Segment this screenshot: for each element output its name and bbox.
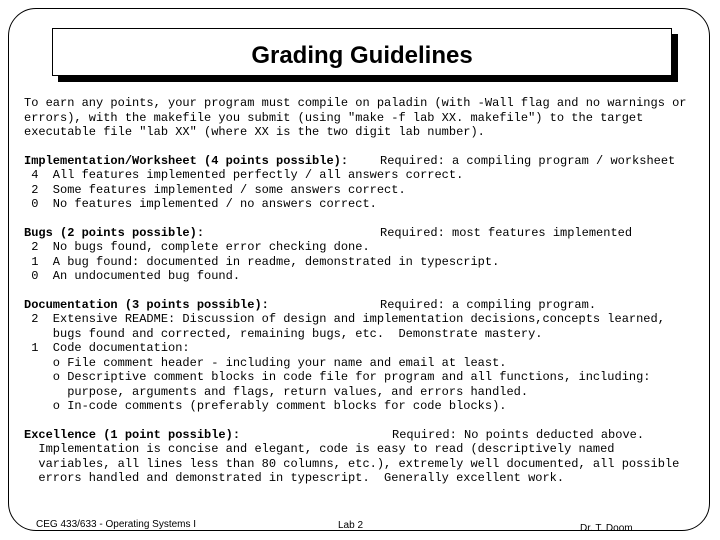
documentation-line: purpose, arguments and flags, return values, and errors handled.	[24, 385, 529, 399]
excellence-line: Implementation is concise and elegant, code is easy to read (descriptively named	[24, 442, 615, 456]
excellence-line: variables, all lines less than 80 columns, etc.), extremely well documented, all possible	[24, 457, 680, 471]
implementation-required: Required: a compiling program / worksheet	[380, 154, 676, 168]
bugs-line: 2 No bugs found, complete error checking done.	[24, 240, 370, 254]
bugs-heading: Bugs (2 points possible):	[24, 226, 205, 240]
documentation-required: Required: a compiling program.	[380, 298, 597, 312]
implementation-line: 0 No features implemented / no answers correct.	[24, 197, 377, 211]
bugs-line: 1 A bug found: documented in readme, demonstrated in typescript.	[24, 255, 500, 269]
footer-course: CEG 433/633 - Operating Systems I	[36, 519, 197, 530]
excellence-line: errors handled and demonstrated in typescript. Generally excellent work.	[24, 471, 565, 485]
implementation-heading: Implementation/Worksheet (4 points possible):	[24, 154, 349, 168]
excellence-heading: Excellence (1 point possible):	[24, 428, 241, 442]
documentation-line: 1 Code documentation:	[24, 341, 190, 355]
documentation-line: o Descriptive comment blocks in code file for program and all functions, including:	[24, 370, 651, 384]
implementation-line: 2 Some features implemented / some answers correct.	[24, 183, 406, 197]
intro-line: executable file "lab XX" (where XX is the two digit lab number).	[24, 125, 485, 139]
intro-line: errors), with the makefile you submit (using "make -f lab XX. makefile") to the target	[24, 111, 644, 125]
footer-lab: Lab 2	[338, 520, 364, 531]
bugs-line: 0 An undocumented bug found.	[24, 269, 241, 283]
excellence-required: Required: No points deducted above.	[392, 428, 645, 442]
page-title: Grading Guidelines	[251, 42, 473, 69]
documentation-line: o In-code comments (preferably comment blocks for code blocks).	[24, 399, 507, 413]
bugs-required: Required: most features implemented	[380, 226, 633, 240]
documentation-line: o File comment header - including your name and email at least.	[24, 356, 507, 370]
intro-line: To earn any points, your program must compile on paladin (with -Wall flag and no warnings or	[24, 96, 687, 110]
footer-author: Dr. T. Doom	[580, 523, 633, 534]
documentation-heading: Documentation (3 points possible):	[24, 298, 269, 312]
title-box	[52, 28, 672, 76]
documentation-line: bugs found and corrected, remaining bugs, etc. Demonstrate mastery.	[24, 327, 543, 341]
implementation-line: 4 All features implemented perfectly / all answers correct.	[24, 168, 464, 182]
documentation-line: 2 Extensive README: Discussion of design and implementation decisions,concepts learned,	[24, 312, 665, 326]
